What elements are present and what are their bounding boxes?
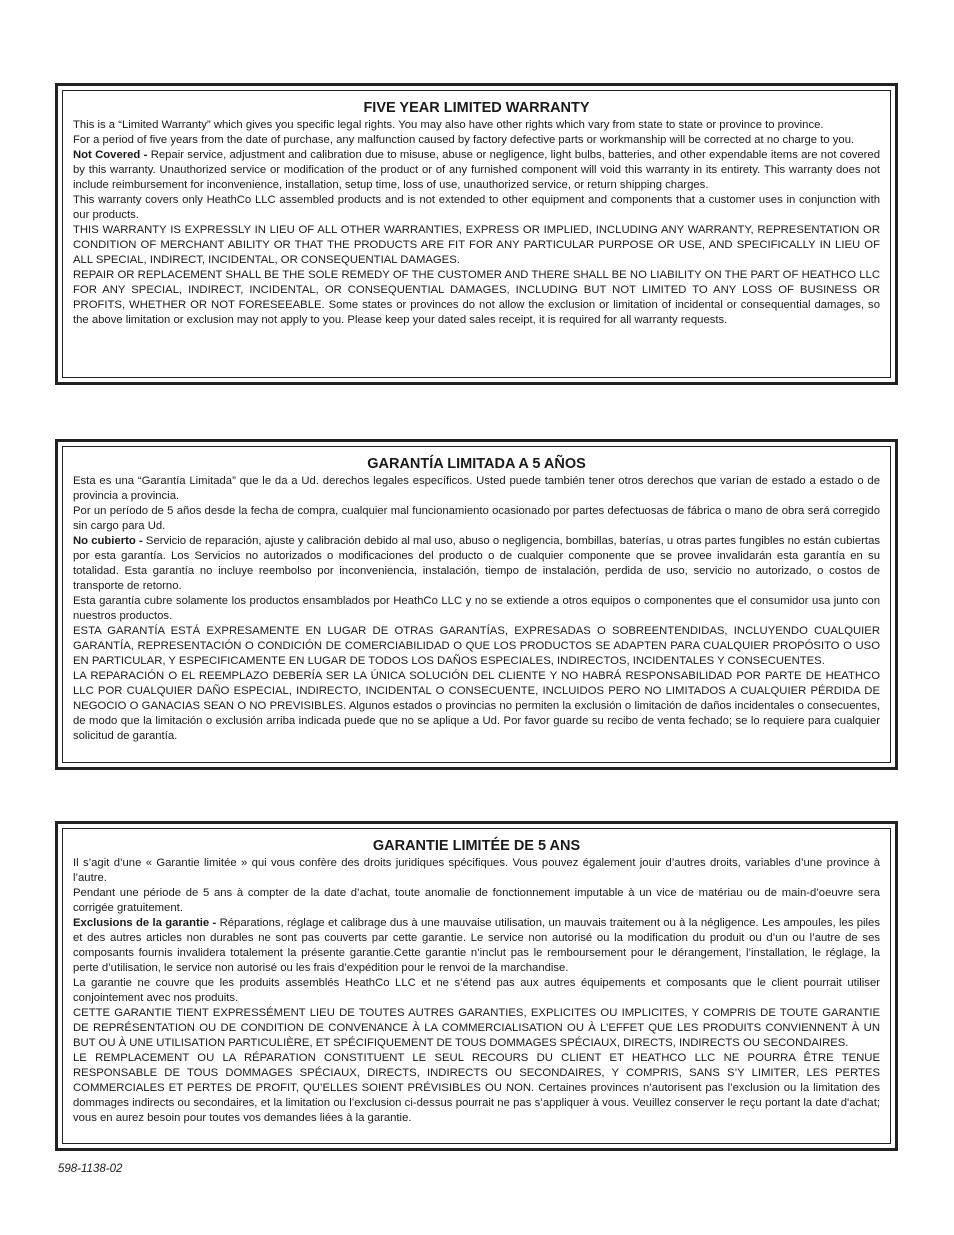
disclaimer-paragraph: CETTE GARANTIE TIENT EXPRESSÉMENT LIEU DE TOUTES AUTRES GARANTIES, EXPLICITES OU IMPLICITES, Y COMPRIS DE TOUTE GARANTIE DE REPRÉSENTATION OU DE CONDITION DE CONVENANCE À LA COMMERCIALISATION OU À L’EFFET QUE LES PRODUITS CONVIENNENT À UN BUT OU À UNE UTILISATION PARTICULIÈRE, ET SPÉCIFIQUEMENT DE TOUS DOMMAGES SPÉCIAUX, DIRECTS, INDIRECTS OU SECONDAIRES. [73,1007,880,1049]
not-covered-paragraph [73,534,880,594]
remedy-paragraph: REPAIR OR REPLACEMENT SHALL BE THE SOLE REMEDY OF THE CUSTOMER AND THERE SHALL BE NO LIABILITY ON THE PART OF HEATHCO LLC FOR ANY SPECIAL, INDIRECT, INCIDENTAL, OR CONSEQUENTIAL DAMAGES, INCLUDING BUT NOT LIMITED TO ANY LOSS OF BUSINESS OR PROFITS, WHETHER OR NOT FORESEEABLE. Some states or provinces do not allow the exclusion or limitation of incidental or consequential damages, so the above limitation or exclusion may not apply to you. Please keep your dated sales receipt, it is required for all warranty requests. [73,269,880,326]
warranty-box-french-inner [62,828,891,1144]
document-code: 598-1138-02 [58,1163,123,1175]
coverage-scope-paragraph: La garantie ne couvre que les produits assemblés HeathCo LLC et ne s’étend pas aux autres équipements et composants que le client pourrait utiliser conjointement avec nos produits. [73,977,880,1004]
coverage-period-paragraph: Por un período de 5 años desde la fecha de compra, cualquier mal funcionamiento ocasionado por partes defectuosas de fábrica o mano de obra será corregido sin cargo para Ud. [73,505,880,532]
not-covered-text: Servicio de reparación, ajuste y calibración debido al mal uso, abuso o negligencia, bombillas, baterías, u otras partes fungibles no están cubiertas por esta garantía. Los Servicios no autorizados o modificaciones del producto o de cualquier componente que se provee invalidarán esta garantía en su totalidad. Esta garantía no incluye reembolso por inconveniencia, instalación, tiempo de instalación, perdida de uso, servicio no autorizado, o costos de transporte de retorno. [73,535,881,592]
warranty-box-french [55,821,898,1151]
not-covered-label: Exclusions de la garantie - [73,917,217,929]
warranty-box-spanish-inner [62,446,891,763]
not-covered-paragraph [73,916,880,976]
warranty-title-spanish: GARANTÍA LIMITADA A 5 AÑOS [367,456,586,472]
not-covered-label: Not Covered - [73,149,148,161]
remedy-paragraph: LA REPARACIÓN O EL REEMPLAZO DEBERÍA SER LA ÚNICA SOLUCIÓN DEL CLIENTE Y NO HABRÁ RESPONSABILIDAD POR PARTE DE HEATHCO LLC POR CUALQUIER DAÑO ESPECIAL, INDIRECTO, INCIDENTAL O CONSECUENTE, INCLUIDOS PERO NO LIMITADOS A CUALQUIER PÉRDIDA DE NEGOCIO O GANACIAS SEAN O NO PREVISIBLES. Algunos estados o provincias no permiten la exclusión o limitación de daños incidentales o consecuentes, de modo que la limitación o exclusión arriba indicada puede que no se aplique a Ud. Por favor guarde su recibo de venta fechado; se lo requiere para cualquier solicitud de garantía. [73,670,880,742]
not-covered-paragraph [73,148,880,193]
disclaimer-paragraph: ESTA GARANTÍA ESTÁ EXPRESAMENTE EN LUGAR DE OTRAS GARANTÍAS, EXPRESADAS O SOBREENTENDIDAS, INCLUYENDO CUALQUIER GARANTÍA, REPRESENTACIÓN O CONDICIÓN DE COMERCIABILIDAD O QUE LOS PRODUCTOS SE ADAPTEN PARA CUALQUIER PROPÓSITO O USO EN PARTICULAR, Y ESPECIFICAMENTE EN LUGAR DE TODOS LOS DAÑOS ESPECIALES, INDIRECTOS, INCIDENTALES Y CONSECUENTES. [73,625,880,667]
warranty-title-french: GARANTIE LIMITÉE DE 5 ANS [372,838,581,854]
limited-warranty-paragraph: Esta es una “Garantía Limitada” que le da a Ud. derechos legales específicos. Usted puede también tener otros derechos que varían de estado a estado o de provincia a provincia. [73,475,880,502]
coverage-scope-paragraph: This warranty covers only HeathCo LLC assembled products and is not extended to other equipment and components that a customer uses in conjunction with our products. [73,194,880,221]
coverage-period-paragraph: Pendant une période de 5 ans à compter de la date d’achat, toute anomalie de fonctionnement imputable à un vice de matériau ou de main-d’oeuvre sera corrigée gratuitement. [73,887,880,914]
warranty-box-spanish [55,439,898,770]
limited-warranty-paragraph: This is a “Limited Warranty” which gives you specific legal rights. You may also have other rights which vary from state to state or province to province. [73,119,824,131]
remedy-paragraph: LE REMPLACEMENT OU LA RÉPARATION CONSTITUENT LE SEUL RECOURS DU CLIENT ET HEATHCO LLC NE POURRA ÊTRE TENUE RESPONSABLE DE TOUS DOMMAGES SPÉCIAUX, DIRECTS, INDIRECTS OU SECONDAIRES, Y COMPRIS, SANS S’Y LIMITER, LES PERTES COMMERCIALES ET PERTES DE PROFIT, QU’ELLES SOIENT PRÉVISIBLES OU NON. Certaines provinces n’autorisent pas l’exclusion ou la limitation des dommages indirects ou secondaires, et la limitation ou l’exclusion ci-dessus pourrait ne pas s’appliquer à vous. Veuillez conserver le reçu portant la date d'achat; vous en aurez besoin pour toutes vos demandes liées à la garantie. [73,1052,880,1124]
not-covered-text: Réparations, réglage et calibrage dus à une mauvaise utilisation, un mauvais traitement ou à la négligence. Les ampoules, les piles et des autres articles non durables ne sont pas couverts par cette garantie. Le service non autorisé ou la modification du produit ou d’un ou l’autre de ses composants fournis invalidera totalement la présente garantie.Cette garantie n’inclut pas le remboursement pour le dérangement, l’installation, le réglage, la perte d’utilisation, le service non autorisé ou les frais d’expédition pour le renvoi de la marchandise. [73,917,880,974]
warranty-title-english: FIVE YEAR LIMITED WARRANTY [363,100,590,116]
not-covered-text: Repair service, adjustment and calibration due to misuse, abuse or negligence, light bulbs, batteries, and other expendable items are not covered by this warranty. Unauthorized service or modification of the product or of any furnished component will void this warranty in its entirety. This warranty does not include reimbursement for inconvenience, installation, setup time, loss of use, unauthorized service, or return shipping charges. [73,149,880,191]
limited-warranty-paragraph: Il s’agit d’une « Garantie limitée » qui vous confère des droits juridiques spécifiques. Vous pouvez également jouir d’autres droits, variables d’une province à l’autre. [73,857,880,884]
warranty-box-english-inner [62,90,891,378]
disclaimer-paragraph: THIS WARRANTY IS EXPRESSLY IN LIEU OF ALL OTHER WARRANTIES, EXPRESS OR IMPLIED, INCLUDING ANY WARRANTY, REPRESENTATION OR CONDITION OF MERCHANT ABILITY OR THAT THE PRODUCTS ARE FIT FOR ANY PARTICULAR PURPOSE OR USE, AND SPECIFICALLY IN LIEU OF ALL SPECIAL, INDIRECT, INCIDENTAL, OR CONSEQUENTIAL DAMAGES. [73,224,880,266]
not-covered-label: No cubierto - [73,535,143,547]
coverage-scope-paragraph: Esta garantía cubre solamente los productos ensamblados por HeathCo LLC y no se extiende a otros equipos o componentes que el consumidor usa junto con nuestros productos. [73,595,880,622]
warranty-box-english [55,83,898,385]
coverage-period-paragraph: For a period of five years from the date of purchase, any malfunction caused by factory defective parts or workmanship will be corrected at no charge to you. [73,134,855,146]
